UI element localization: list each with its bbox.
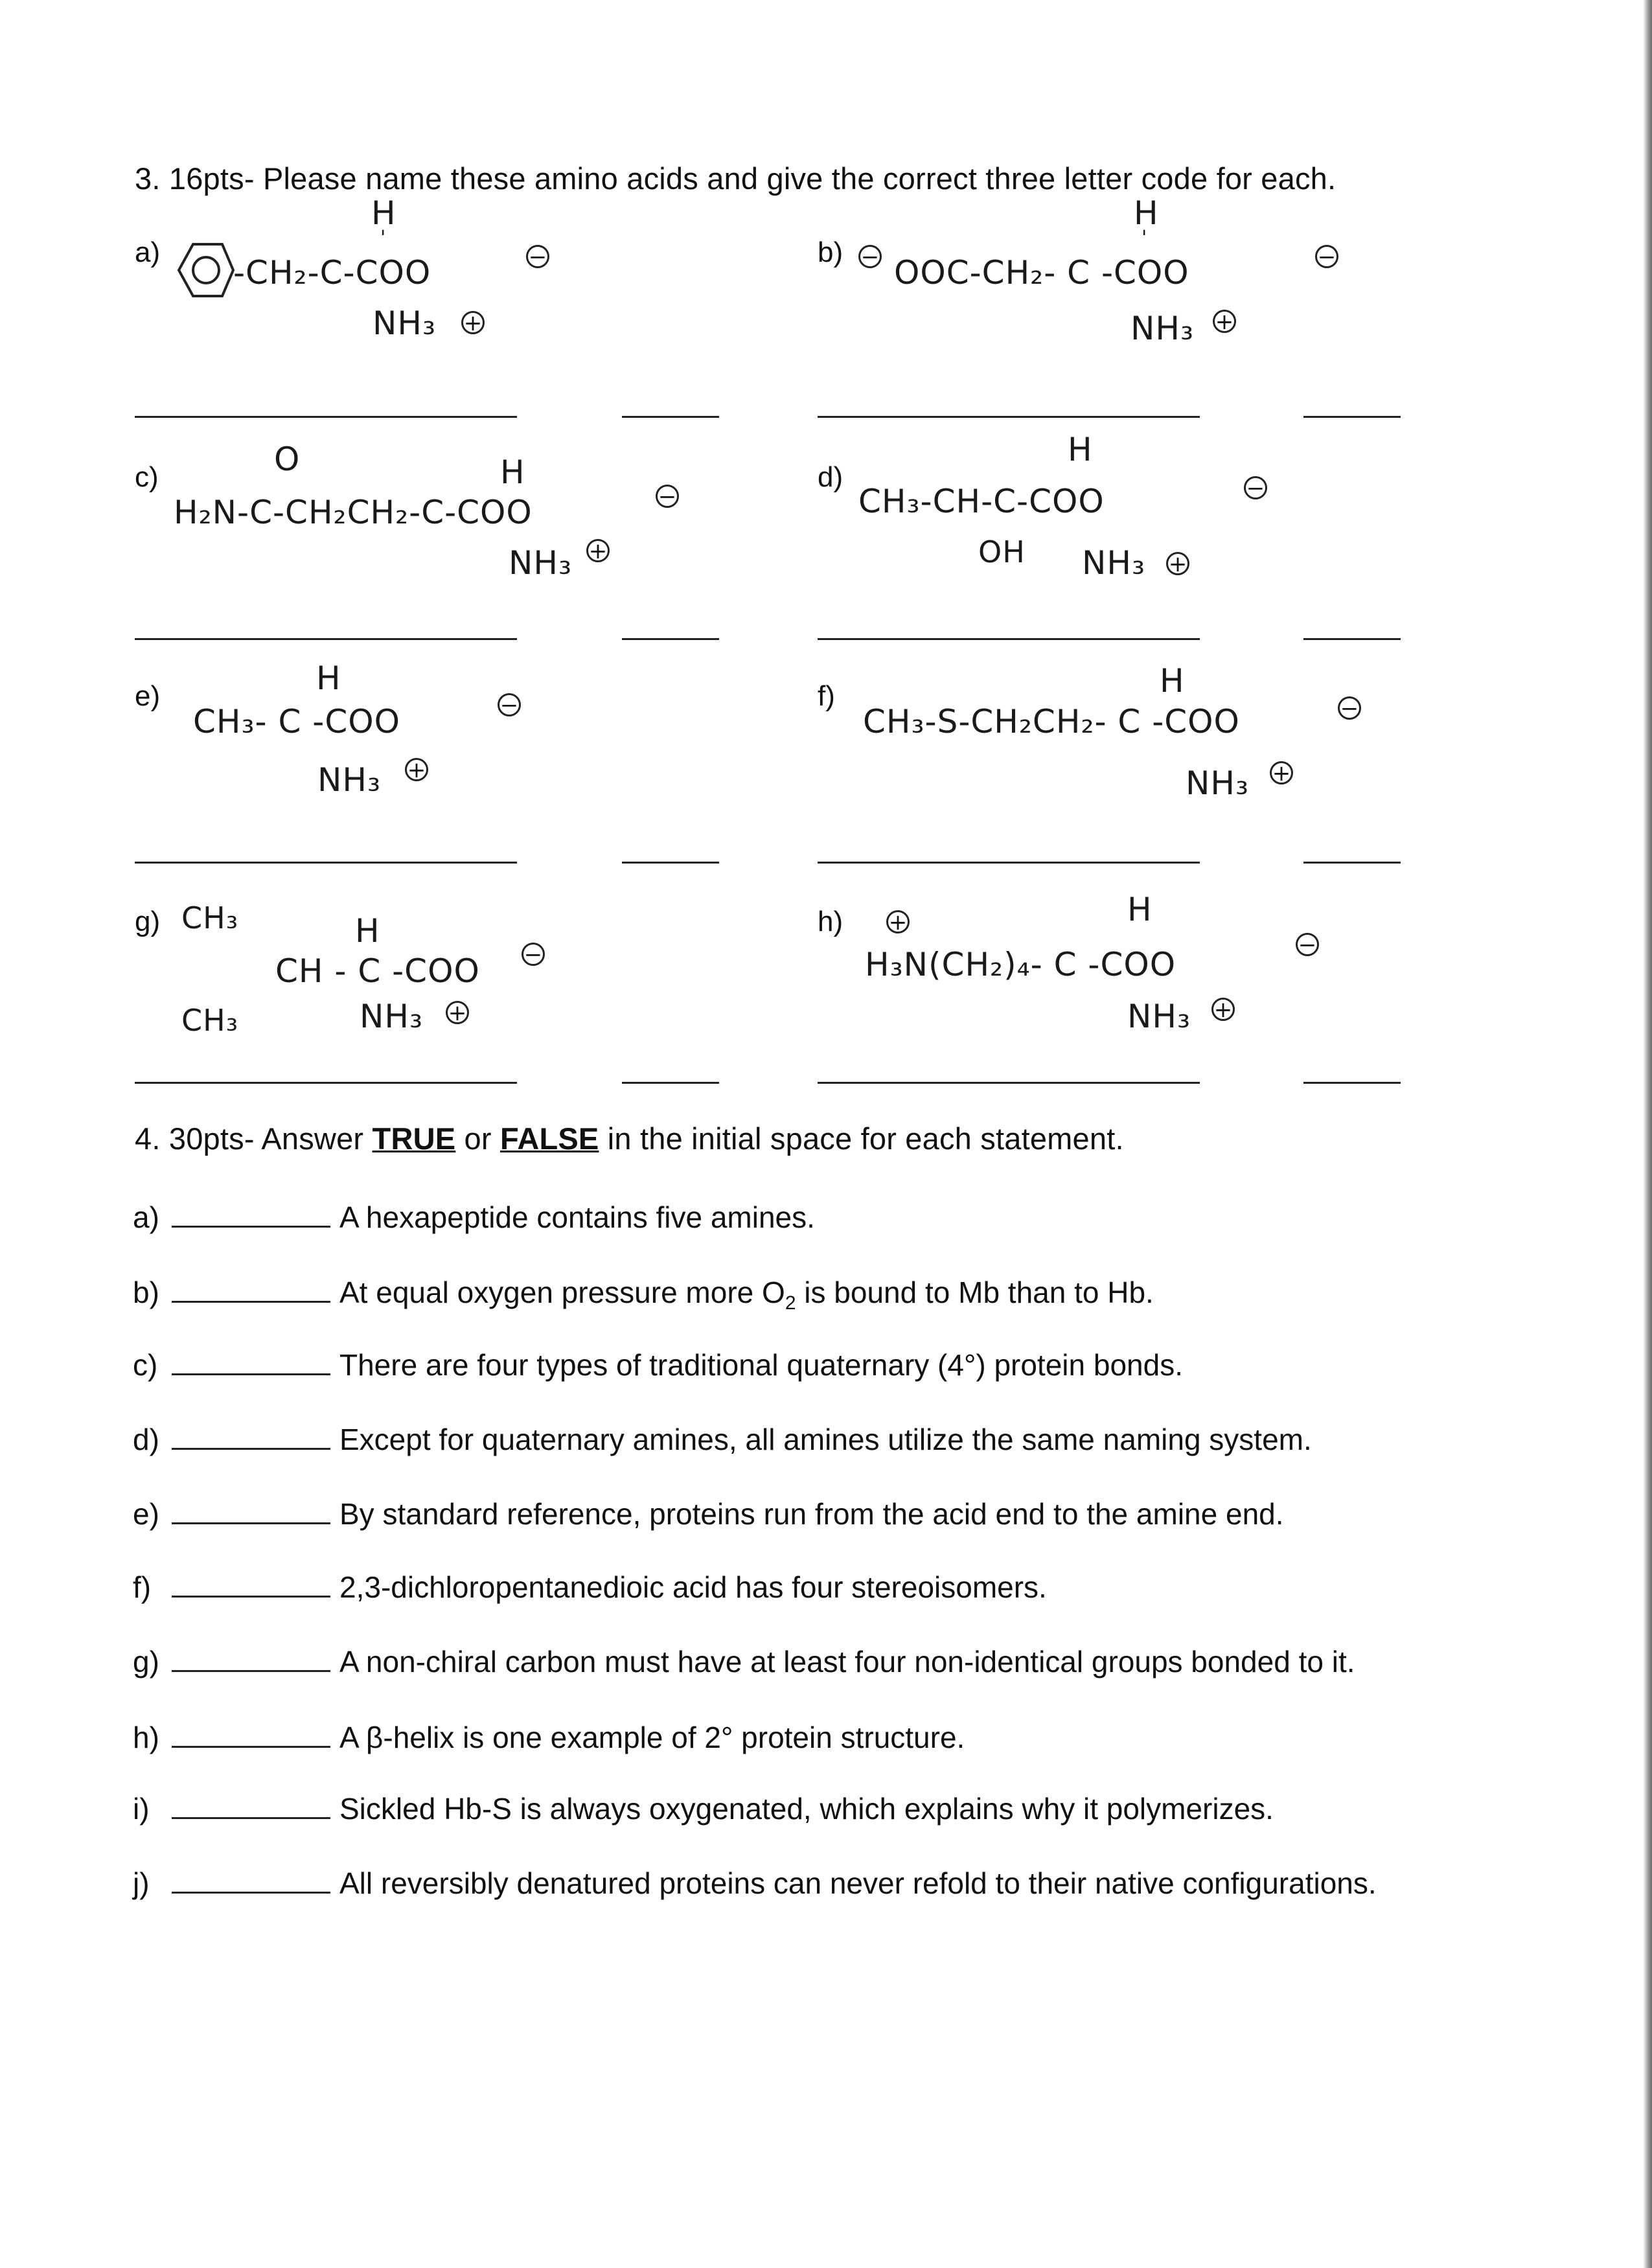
structure-d-amine: NH₃ [1082,544,1146,582]
positive-charge-icon: + [461,311,485,334]
positive-charge-icon: + [1211,998,1235,1021]
tf-item-j [133,1866,1377,1901]
tf-letter: b) [133,1276,159,1309]
structure-d-hydroxyl: OH [978,534,1026,569]
negative-charge-icon: − [1315,245,1338,268]
q4-title-pre: 4. 30pts- Answer [135,1121,373,1156]
question-4-title [135,1121,1124,1156]
structure-f-main-chain: CH₃-S-CH₂CH₂- C -COO [863,703,1240,740]
item-label-a: a) [135,236,161,268]
tf-statement: By standard reference, proteins run from the acid end to the amine end. [339,1497,1284,1531]
answer-line-f-code[interactable] [1303,862,1401,864]
structure-f-hydrogen: H [1160,662,1185,700]
structure-h-amine: NH₃ [1127,998,1191,1035]
structure-d-main-chain: CH₃-CH-C-COO [858,483,1105,520]
negative-charge-icon: − [526,245,549,268]
tf-statement: Except for quaternary amines, all amines utilize the same naming system. [339,1423,1312,1456]
answer-line-c-code[interactable] [622,638,719,640]
tf-letter: e) [133,1497,159,1531]
answer-line-c-name[interactable] [135,638,517,640]
structure-c-hydrogen: H [500,453,525,491]
negative-charge-icon: − [498,693,521,716]
page-edge-shadow [1643,0,1652,2268]
positive-charge-icon: + [1213,310,1236,333]
tf-answer-blank[interactable] [172,1795,330,1819]
tf-answer-blank[interactable] [172,1870,330,1894]
tf-answer-blank[interactable] [172,1279,330,1303]
tf-letter: j) [133,1866,150,1900]
tf-statement: There are four types of traditional quaternary (4°) protein bonds. [339,1348,1183,1382]
item-label-g: g) [135,906,161,937]
tf-answer-blank[interactable] [172,1574,330,1598]
answer-line-h-name[interactable] [818,1082,1200,1084]
tf-statement: A β-helix is one example of 2° protein structure. [339,1721,965,1754]
tf-letter: i) [133,1792,150,1826]
positive-charge-icon: + [405,758,428,781]
answer-line-g-name[interactable] [135,1082,517,1084]
answer-line-a-name[interactable] [135,416,517,418]
tf-statement: Sickled Hb-S is always oxygenated, which explains why it polymerizes. [339,1792,1274,1826]
structure-h-hydrogen: H [1127,891,1153,928]
negative-charge-icon: − [522,943,545,966]
tf-item-b [133,1275,1154,1314]
tf-item-f [133,1570,1047,1605]
tf-statement: A non-chiral carbon must have at least four non-identical groups bonded to it. [339,1645,1355,1678]
tf-letter: a) [133,1200,159,1234]
answer-line-f-name[interactable] [818,862,1200,864]
negative-charge-icon: − [858,245,882,268]
tf-item-i [133,1791,1274,1826]
positive-charge-icon: + [886,910,910,934]
tf-letter: h) [133,1721,159,1754]
tf-item-g [133,1644,1355,1679]
structure-e-hydrogen: H [316,659,341,697]
structure-f-amine: NH₃ [1186,764,1250,802]
item-label-b: b) [818,236,843,268]
item-label-f: f) [818,680,835,712]
structure-g-amine: NH₃ [360,998,424,1035]
question-3-title: 3. 16pts- Please name these amino acids and give the correct three letter code for each. [135,161,1337,196]
tf-subscript: 2 [785,1292,796,1314]
tf-statement-part: At equal oxygen pressure more O [339,1276,785,1309]
answer-line-e-name[interactable] [135,862,517,864]
item-label-e: e) [135,680,161,712]
structure-e-main-chain: CH₃- C -COO [193,703,400,740]
structure-b-main-chain: OOC-CH₂- C -COO [894,254,1189,292]
structure-e-amine: NH₃ [317,761,382,799]
item-label-d: d) [818,461,843,493]
answer-line-e-code[interactable] [622,862,719,864]
item-label-c: c) [135,461,159,493]
structure-d-hydrogen: H [1068,431,1093,468]
tf-letter: g) [133,1645,159,1678]
structure-a-main-chain: -CH₂-C-COO [233,254,431,292]
tf-statement: 2,3-dichloropentanedioic acid has four stereoisomers. [339,1570,1047,1604]
structure-c-oxygen: O [274,441,301,478]
negative-charge-icon: − [1244,476,1267,499]
tf-statement [339,1275,1154,1314]
tf-statement-part: is bound to Mb than to Hb. [796,1276,1154,1309]
tf-letter: f) [133,1570,152,1604]
tf-answer-blank[interactable] [172,1204,330,1228]
structure-g-methyl-top: CH₃ [181,900,239,935]
negative-charge-icon: − [1296,933,1319,956]
structure-a-bond: ' [380,227,387,249]
structure-g-methyl-bottom: CH₃ [181,1003,239,1038]
answer-line-d-code[interactable] [1303,638,1401,640]
tf-item-a [133,1200,815,1235]
q4-false-word: FALSE [500,1121,599,1156]
structure-b-hydrogen: H [1134,194,1159,232]
structure-c-amine: NH₃ [509,544,573,582]
q4-or-word: or [455,1121,500,1156]
tf-item-c [133,1347,1183,1382]
negative-charge-icon: − [1338,696,1361,720]
tf-answer-blank[interactable] [172,1351,330,1375]
answer-line-a-code[interactable] [622,416,719,418]
item-label-h: h) [818,906,843,937]
q4-title-post: in the initial space for each statement. [599,1121,1124,1156]
positive-charge-icon: + [586,539,610,562]
benzene-ring-icon [174,241,235,299]
tf-letter: c) [133,1348,158,1382]
q4-true-word: TRUE [372,1121,456,1156]
structure-a-hydrogen: H [371,194,396,232]
tf-item-d [133,1422,1312,1457]
tf-statement: A hexapeptide contains five amines. [339,1200,815,1234]
structure-a-amine: NH₃ [373,304,437,342]
structure-h-main-chain: H₃N(CH₂)₄- C -COO [865,946,1176,983]
answer-line-d-name[interactable] [818,638,1200,640]
tf-letter: d) [133,1423,159,1456]
structure-g-hydrogen: H [355,912,380,950]
answer-line-h-code[interactable] [1303,1082,1401,1084]
structure-g-main-chain: CH - C -COO [275,952,480,990]
positive-charge-icon: + [1270,761,1293,785]
tf-item-h [133,1720,965,1755]
tf-answer-blank[interactable] [172,1648,330,1672]
tf-answer-blank[interactable] [172,1500,330,1524]
tf-item-e [133,1496,1284,1531]
positive-charge-icon: + [446,1001,469,1024]
answer-line-b-name[interactable] [818,416,1200,418]
answer-line-g-code[interactable] [622,1082,719,1084]
negative-charge-icon: − [656,485,679,508]
tf-answer-blank[interactable] [172,1426,330,1450]
answer-line-b-code[interactable] [1303,416,1401,418]
structure-b-bond: ' [1141,227,1148,249]
structure-c-main-chain: H₂N-C-CH₂CH₂-C-COO [174,494,533,531]
positive-charge-icon: + [1166,552,1189,575]
tf-statement: All reversibly denatured proteins can never refold to their native configurations. [339,1866,1377,1900]
structure-b-amine: NH₃ [1130,310,1195,347]
tf-answer-blank[interactable] [172,1724,330,1748]
